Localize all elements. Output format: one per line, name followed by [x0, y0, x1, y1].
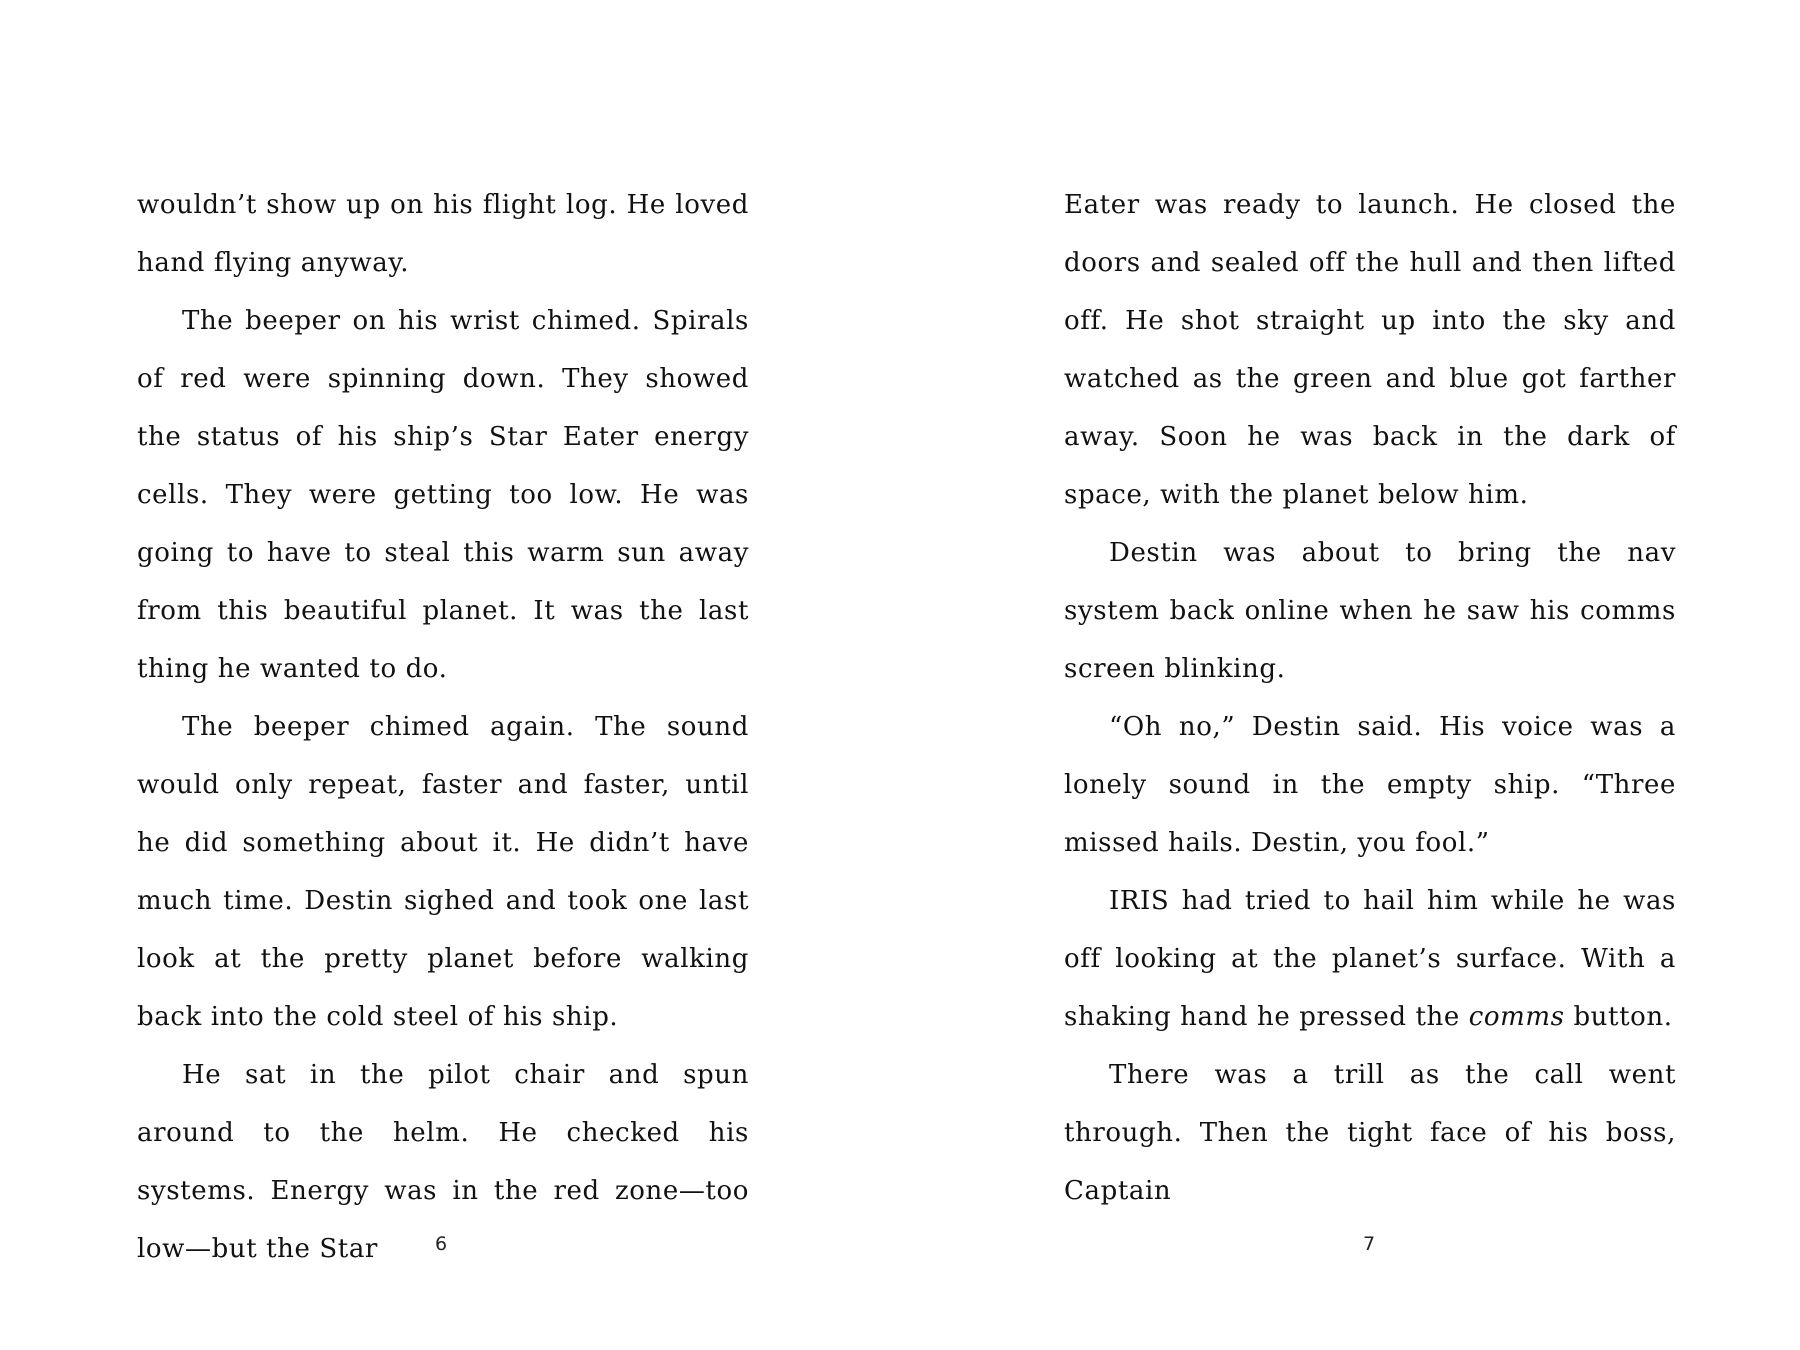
- right-page-text: [1064, 176, 1676, 1220]
- paragraph: The beeper chimed again. The sound would only repeat, faster and faster, until he did something about it. He didn’t have much time. Destin sighed and took one last look at the pretty planet before walking back into the cold steel of his ship.: [137, 712, 749, 1032]
- left-page: [137, 176, 749, 1276]
- paragraph: Eater was ready to launch. He closed the doors and sealed off the hull and then lifted off. He shot straight up into the sky and watched as the green and blue got farther away. Soon he was back in the dark of space, with the planet below him.: [1064, 190, 1676, 510]
- paragraph-text: button.: [1564, 1002, 1673, 1032]
- paragraph: There was a trill as the call went through. Then the tight face of his boss, Captain: [1064, 1060, 1676, 1206]
- left-page-text: [137, 176, 749, 1278]
- paragraph: Destin was about to bring the nav system back online when he saw his comms screen blinking.: [1064, 538, 1676, 684]
- paragraph: He sat in the pilot chair and spun around to the helm. He checked his systems. Energy was in the red zone—too low—but the Star: [137, 1060, 749, 1264]
- page-number: 6: [434, 1233, 448, 1255]
- right-page: [1064, 176, 1676, 1276]
- paragraph: The beeper on his wrist chimed. Spirals of red were spinning down. They showed the status of his ship’s Star Eater energy cells. They were getting too low. He was going to have to steal this warm sun away from this beautiful planet. It was the last thing he wanted to do.: [137, 306, 749, 684]
- paragraph: [1064, 872, 1676, 1046]
- emphasized-word: comms: [1468, 1002, 1565, 1032]
- paragraph: wouldn’t show up on his flight log. He loved hand flying anyway.: [137, 190, 749, 278]
- paragraph-text: IRIS had tried to hail him while he was off looking at the planet’s surface. With a shaking hand he pressed the: [1064, 886, 1676, 1032]
- paragraph: “Oh no,” Destin said. His voice was a lonely sound in the empty ship. “Three missed hails. Destin, you fool.”: [1064, 712, 1676, 858]
- page-number: 7: [1362, 1233, 1376, 1255]
